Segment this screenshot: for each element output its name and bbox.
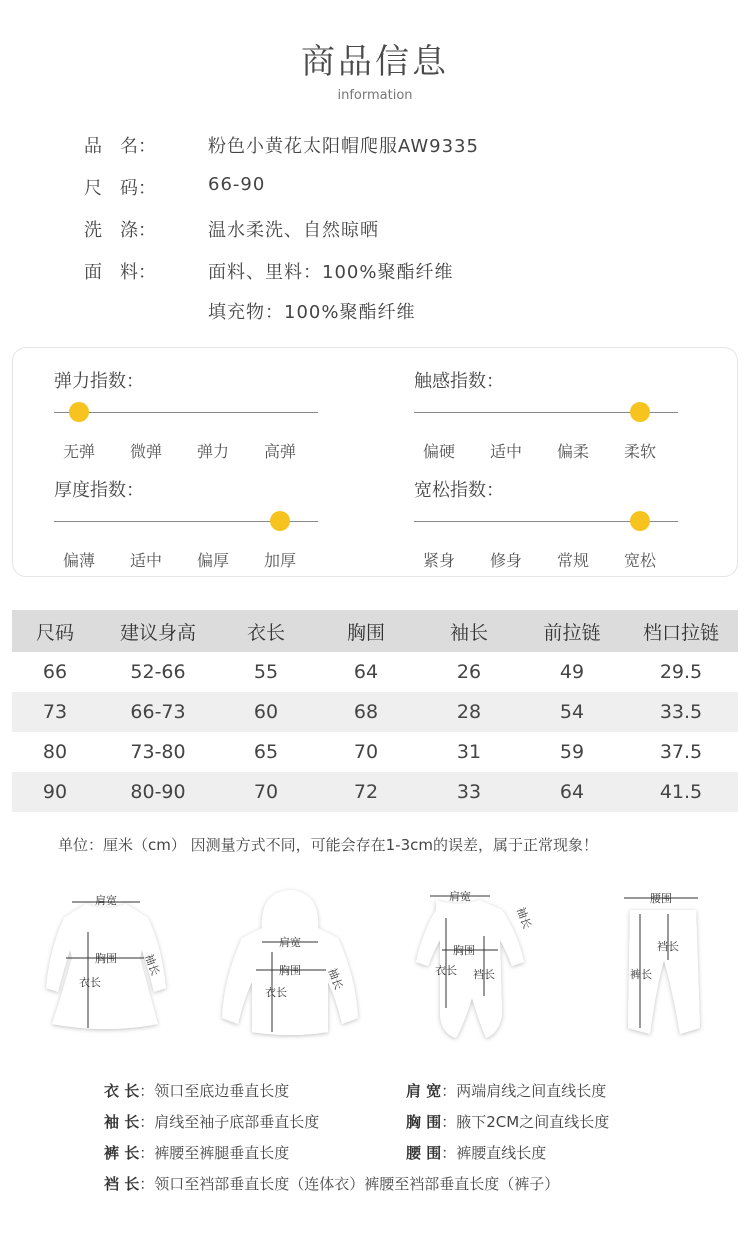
info-value: 粉色小黄花太阳帽爬服AW9335	[208, 136, 479, 157]
fig-label: 腰围	[650, 892, 672, 905]
definition-term: 袖 长	[104, 1113, 140, 1131]
table-cell: 80	[42, 741, 68, 763]
info-row-name	[84, 132, 684, 166]
index-marker	[270, 511, 290, 531]
definition-term: 胸 围	[406, 1113, 442, 1131]
table-cell: 41.5	[659, 781, 703, 803]
table-cell: 68	[353, 701, 379, 723]
table-cell: 72	[353, 781, 379, 803]
fig-label: 肩宽	[449, 890, 471, 903]
definition-item	[104, 1080, 289, 1101]
definition-text: ：领口至底边垂直长度	[139, 1082, 290, 1100]
fig-label: 袖长	[142, 952, 162, 978]
fig-label: 裆长	[657, 940, 679, 953]
thickness-index	[54, 476, 354, 576]
index-label: 适中	[129, 551, 162, 570]
definition-item	[406, 1111, 609, 1132]
elasticity-index	[54, 367, 354, 467]
table-cell: 55	[253, 661, 279, 683]
fig-label: 衣长	[435, 964, 457, 977]
index-label: 偏柔	[556, 442, 589, 461]
fig-label: 胸围	[95, 952, 117, 965]
pants-figure	[610, 878, 720, 1043]
definition-item	[406, 1142, 546, 1163]
index-label: 无弹	[62, 442, 95, 461]
romper-figure	[402, 878, 552, 1043]
index-label: 微弹	[129, 442, 162, 461]
definition-text: ：裤腰直线长度	[441, 1144, 547, 1162]
table-header-cell: 胸围	[346, 621, 385, 644]
page-subtitle: information	[337, 88, 413, 103]
unit-note: 单位：厘米（cm） 因测量方式不同，可能会存在1-3cm的误差，属于正常现象！	[58, 836, 598, 854]
table-header-cell: 前拉链	[543, 621, 601, 644]
fig-label: 肩宽	[95, 894, 117, 907]
definition-item	[406, 1080, 606, 1101]
table-header-cell: 尺码	[35, 621, 74, 644]
table-cell: 60	[253, 701, 279, 723]
definition-item	[104, 1173, 559, 1194]
table-cell: 54	[559, 701, 585, 723]
table-cell: 49	[559, 661, 585, 683]
table-cell: 33.5	[659, 701, 703, 723]
index-label: 适中	[489, 442, 522, 461]
definition-term: 肩 宽	[406, 1082, 442, 1100]
table-cell: 90	[42, 781, 68, 803]
index-panel	[12, 347, 738, 577]
index-marker	[630, 402, 650, 422]
table-cell: 33	[456, 781, 482, 803]
info-value: 面料、里料：100%聚酯纤维	[208, 262, 454, 283]
info-label: 尺 码：	[84, 178, 156, 199]
info-value: 温水柔洗、自然晾晒	[208, 220, 379, 241]
index-label: 偏厚	[196, 551, 229, 570]
definition-term: 衣 长	[104, 1082, 140, 1100]
table-cell: 73	[42, 701, 68, 723]
index-label: 偏硬	[422, 442, 455, 461]
index-title: 触感指数：	[414, 371, 504, 392]
jacket-outline-icon	[216, 878, 362, 1043]
page-title: 商品信息	[301, 42, 449, 82]
index-marker	[630, 511, 650, 531]
index-label: 加厚	[263, 551, 296, 570]
info-value: 填充物：100%聚酯纤维	[208, 302, 416, 323]
definition-term: 裆 长	[104, 1175, 140, 1193]
index-label: 偏薄	[62, 551, 95, 570]
touch-index	[414, 367, 714, 467]
index-label: 高弹	[263, 442, 296, 461]
index-scale-line	[54, 412, 318, 413]
definition-text: ：领口至裆部垂直长度（连体衣）裤腰至裆部垂直长度（裤子）	[139, 1175, 560, 1193]
table-cell: 64	[353, 661, 379, 683]
info-row-fabric	[84, 258, 684, 292]
index-label: 修身	[489, 551, 522, 570]
info-row-size	[84, 174, 684, 208]
measurement-figures	[0, 878, 750, 1058]
fig-label: 胸围	[453, 944, 475, 957]
table-cell: 31	[456, 741, 482, 763]
definition-term: 裤 长	[104, 1144, 140, 1162]
index-marker	[69, 402, 89, 422]
info-value: 66-90	[208, 174, 266, 195]
definition-text: ：腋下2CM之间直线长度	[441, 1113, 610, 1131]
pants-outline-icon	[610, 878, 720, 1043]
table-cell: 26	[456, 661, 482, 683]
table-header-cell: 建议身高	[119, 621, 196, 644]
info-label: 品 名：	[84, 136, 156, 157]
definition-term: 腰 围	[406, 1144, 442, 1162]
info-label: 面 料：	[84, 262, 156, 283]
table-cell: 70	[353, 741, 379, 763]
table-cell: 65	[253, 741, 279, 763]
table-header-cell: 衣长	[246, 621, 285, 644]
index-label: 紧身	[422, 551, 455, 570]
dress-outline-icon	[36, 878, 176, 1043]
table-header-row	[12, 610, 738, 652]
index-label: 常规	[556, 551, 589, 570]
index-title: 宽松指数：	[414, 480, 504, 501]
fig-label: 衣长	[265, 986, 287, 999]
definition-item	[104, 1142, 289, 1163]
table-cell: 73-80	[130, 741, 186, 763]
table-header-cell: 档口拉链	[642, 621, 719, 644]
table-cell: 28	[456, 701, 482, 723]
table-row	[12, 732, 738, 772]
table-cell: 59	[559, 741, 585, 763]
info-label: 洗 涤：	[84, 220, 156, 241]
table-cell: 70	[253, 781, 279, 803]
info-row-wash	[84, 216, 684, 250]
fig-label: 袖长	[325, 966, 346, 992]
looseness-index	[414, 476, 714, 576]
table-cell: 80-90	[130, 781, 186, 803]
fig-label: 裤长	[630, 968, 652, 981]
table-row	[12, 772, 738, 812]
fig-label: 袖长	[513, 905, 534, 931]
romper-outline-icon	[402, 878, 552, 1043]
definition-text: ：肩线至袖子底部垂直长度	[139, 1113, 320, 1131]
table-cell: 64	[559, 781, 585, 803]
fig-label: 衣长	[79, 976, 101, 989]
table-header-cell: 袖长	[449, 621, 488, 644]
index-label: 宽松	[623, 551, 656, 570]
info-row-filling	[84, 298, 684, 332]
table-cell: 66	[42, 661, 68, 683]
definition-text: ：两端肩线之间直线长度	[441, 1082, 607, 1100]
table-cell: 66-73	[130, 701, 186, 723]
definition-item	[104, 1111, 319, 1132]
fig-label: 肩宽	[279, 936, 301, 949]
index-title: 厚度指数：	[54, 480, 144, 501]
table-cell: 29.5	[659, 661, 703, 683]
fig-label: 裆长	[473, 968, 495, 981]
jacket-figure	[216, 878, 362, 1043]
fig-label: 胸围	[279, 964, 301, 977]
definition-text: ：裤腰至裤腿垂直长度	[139, 1144, 290, 1162]
table-cell: 37.5	[659, 741, 703, 763]
table-row	[12, 652, 738, 692]
index-label: 柔软	[623, 442, 656, 461]
table-row	[12, 692, 738, 732]
table-cell: 52-66	[130, 661, 186, 683]
dress-figure	[36, 878, 176, 1043]
index-label: 弹力	[196, 442, 229, 461]
index-title: 弹力指数：	[54, 371, 144, 392]
